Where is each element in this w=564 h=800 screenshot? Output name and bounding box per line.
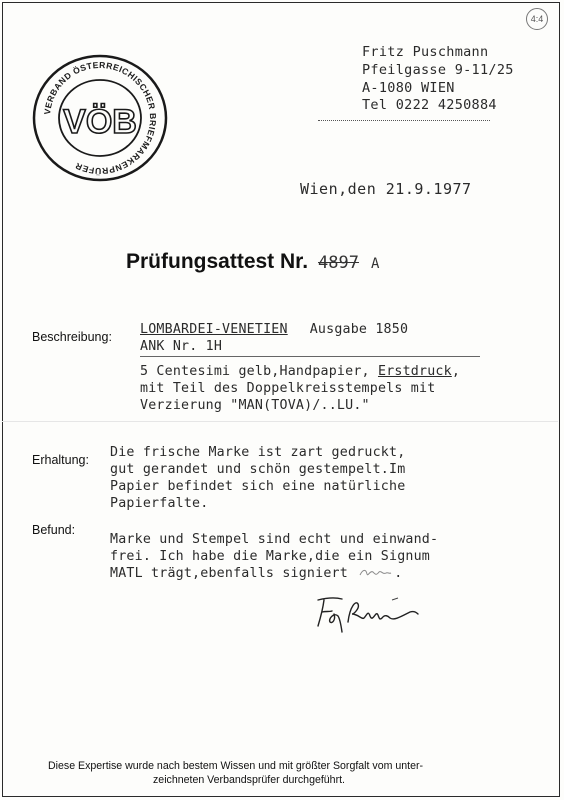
small-signature-mark <box>358 566 392 580</box>
finding-line-1: Marke und Stempel sind echt und einwand- <box>110 532 439 547</box>
description-line-3-text: 5 Centesimi gelb,Handpapier, <box>140 364 370 379</box>
title-number: 4897 <box>318 253 359 273</box>
address-name: Fritz Puschmann <box>362 44 489 60</box>
seal-ring-text: VERBAND ÖSTERREICHISCHER BRIEFMARKENPRÜFER <box>42 59 159 177</box>
corner-annotation: 4:4 <box>526 8 548 30</box>
description-label: Beschreibung: <box>32 330 112 344</box>
description-line-3-comma: , <box>451 364 461 379</box>
description-rule <box>140 356 480 357</box>
description-line-2: ANK Nr. 1H <box>140 339 223 354</box>
finding-label: Befund: <box>32 523 76 537</box>
voeb-seal-logo <box>30 54 170 182</box>
description-line-5: Verzierung "MAN(TOVA)/..LU." <box>140 398 370 413</box>
description-line-4: mit Teil des Doppelkreisstempels mit <box>140 381 436 396</box>
finding-line-3 <box>110 566 402 581</box>
fold-line <box>2 421 558 422</box>
seal-monogram: VÖB <box>63 103 137 141</box>
condition-line-2: gut gerandet und schön gestempelt.Im <box>110 462 406 477</box>
condition-line-4: Papierfalte. <box>110 496 209 511</box>
description-line-3 <box>140 364 460 379</box>
certificate-title <box>126 250 379 274</box>
title-suffix: A <box>370 256 380 272</box>
description-first-print: Erstdruck <box>377 364 452 379</box>
address-city: A-1080 WIEN <box>362 80 455 96</box>
condition-label: Erhaltung: <box>32 453 89 467</box>
address-phone: Tel 0222 4250884 <box>362 97 497 113</box>
finding-final-period: . <box>394 566 403 581</box>
date-line: Wien,den 21.9.1977 <box>300 180 472 198</box>
finding-line-2: frei. Ich habe die Marke,die ein Signum <box>110 549 431 564</box>
condition-line-3: Papier befindet sich eine natürliche <box>110 479 406 494</box>
address-street: Pfeilgasse 9-11/25 <box>362 62 514 78</box>
footer-line-2: zeichneten Verbandsprüfer durchgeführt. <box>153 774 345 786</box>
condition-line-1: Die frische Marke ist zart gedruckt, <box>110 445 406 460</box>
handwritten-signature <box>312 592 422 634</box>
description-line-1 <box>140 322 408 337</box>
footer-line-1: Diese Expertise wurde nach bestem Wissen und mit größter Sorgfalt vom unter- <box>48 760 424 772</box>
title-label: Prüfungsattest Nr. <box>126 250 309 273</box>
finding-line-3-text: MATL trägt,ebenfalls signiert <box>110 566 348 581</box>
description-issue: Ausgabe 1850 <box>309 322 409 337</box>
description-stamp-name: LOMBARDEI-VENETIEN <box>140 322 288 337</box>
address-dotted-rule <box>318 120 490 121</box>
